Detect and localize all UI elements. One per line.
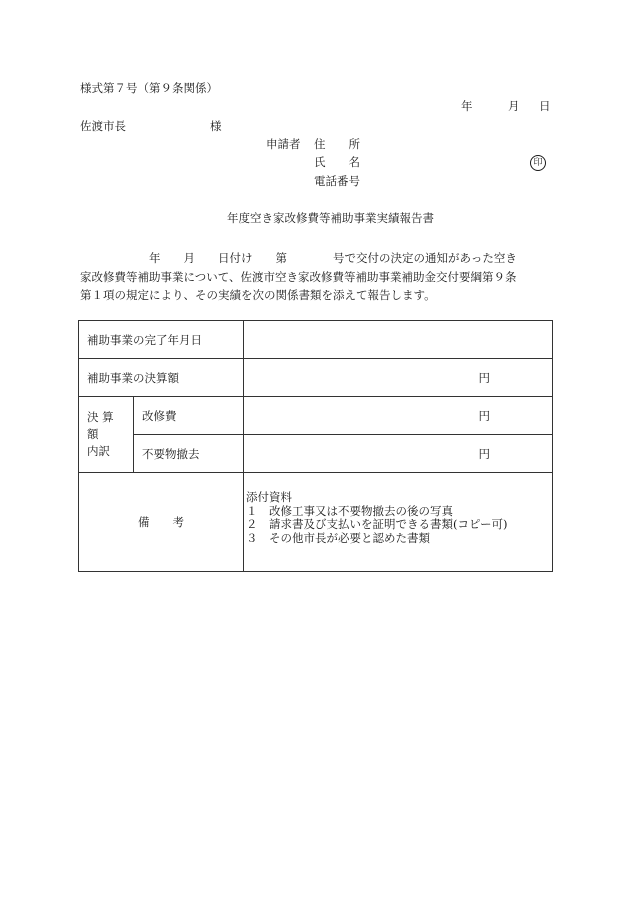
settlement-amount-yen: 円: [244, 359, 553, 397]
report-table: [78, 320, 553, 572]
disposal-cost-yen: 円: [244, 435, 553, 473]
table-row: [79, 473, 553, 572]
applicant-label: 申請者: [266, 137, 301, 151]
name-label: 氏 名: [314, 155, 360, 169]
attachments-title: 添付資料: [246, 490, 292, 504]
disposal-cost-label: 不要物撤去: [134, 435, 244, 473]
phone-label: 電話番号: [314, 174, 360, 188]
remarks-label: 備 考: [79, 473, 244, 572]
table-row: [79, 397, 553, 435]
attachment-item: １ 改修工事又は不要物撤去の後の写真: [246, 503, 453, 518]
address-label: 住 所: [314, 137, 360, 151]
completion-date-label: 補助事業の完了年月日: [79, 321, 244, 359]
date-line: [461, 99, 551, 113]
body-line-1: 年 月 日付け 第 号で交付の決定の通知があった空き: [80, 251, 517, 265]
body-paragraph: [80, 249, 550, 305]
attachment-item: ３ その他市長が必要と認めた書類: [246, 530, 430, 545]
addressee-honorific: 様: [210, 119, 222, 133]
renovation-cost-yen: 円: [244, 397, 553, 435]
body-line-2: 家改修費等補助事業について、佐渡市空き家改修費等補助事業補助金交付要綱第９条: [80, 269, 517, 284]
document-title: 年度空き家改修費等補助事業実績報告書: [227, 211, 434, 225]
addressee: [80, 119, 222, 133]
remarks-content: [244, 473, 553, 572]
table-row: [79, 359, 553, 397]
seal-mark: 印: [530, 155, 546, 171]
date-year-label: 年: [461, 99, 473, 113]
breakdown-label: [79, 397, 134, 473]
form-number: 様式第７号（第９条関係）: [80, 81, 218, 95]
date-day-label: 日: [539, 99, 551, 113]
attachment-item: ２ 請求書及び支払いを証明できる書類(コピー可): [246, 517, 508, 531]
table-row: [79, 321, 553, 359]
breakdown-label-line-2: 内訳: [87, 444, 110, 458]
settlement-amount-label: 補助事業の決算額: [79, 359, 244, 397]
body-line-3: 第１項の規定により、その実績を次の関係書類を添えて報告します。: [80, 288, 436, 302]
completion-date-field: [244, 321, 553, 359]
table-row: [79, 435, 553, 473]
date-month-label: 月: [508, 99, 520, 113]
breakdown-label-line-1: 決 算 額: [87, 410, 114, 441]
renovation-cost-label: 改修費: [134, 397, 244, 435]
addressee-name: 佐渡市長: [80, 119, 126, 133]
